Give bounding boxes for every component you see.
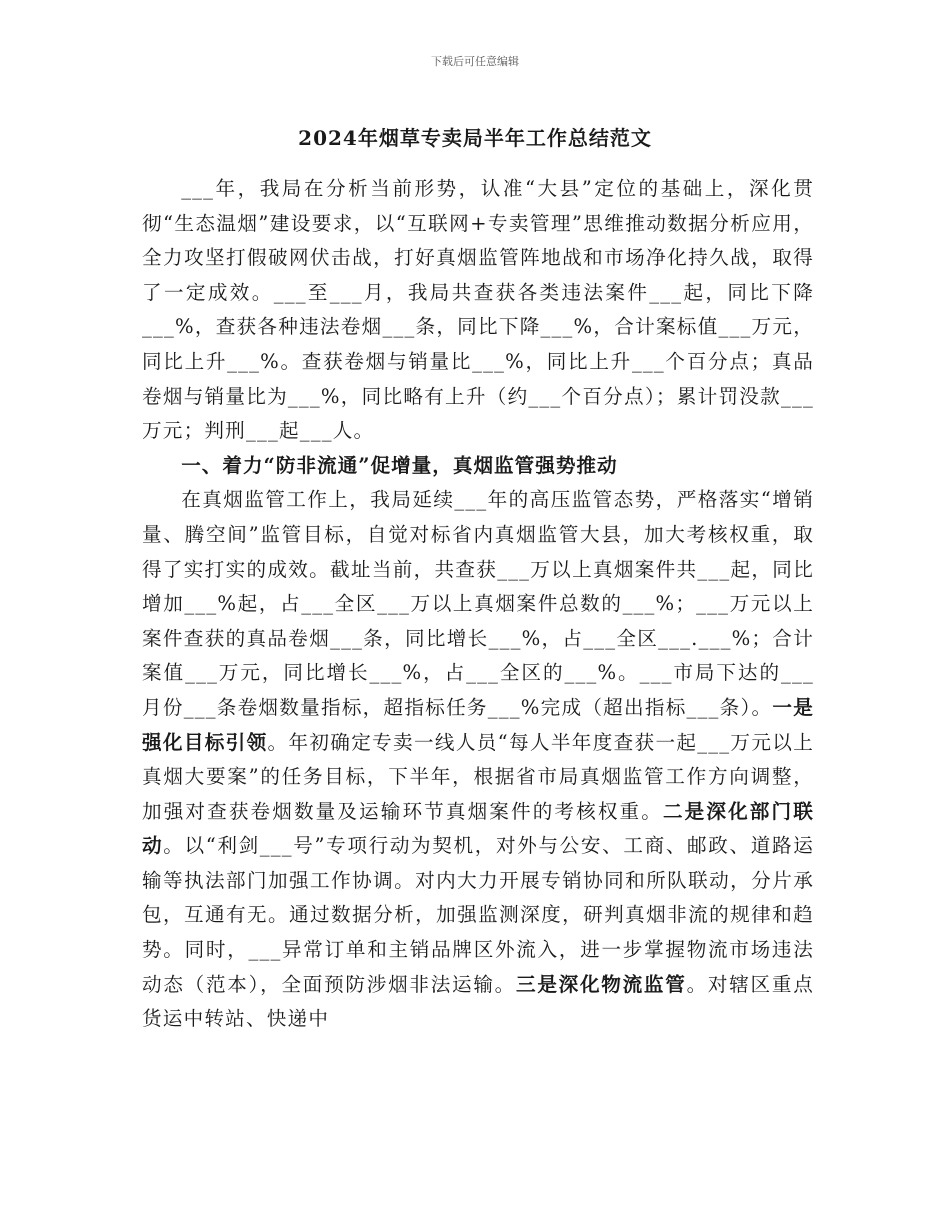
point-3-label: 三是深化物流监管	[516, 972, 687, 996]
point-3-text: 。对辖区重点货运中转站、快递中	[142, 972, 814, 1031]
point-1-label: 一是强化目标引领	[142, 695, 814, 754]
section-1-text: 在真烟监管工作上，我局延续___年的高压监管态势，严格落实“增销量、腾空间”监管目标，自觉对标省内真烟监管大县，加大考核权重，取得了实打实的成效。截址当前，共查获___万以上真烟案件共___起，同比增加___%起，占___全区___万以上真烟案件总数的___%；___万元以上案件查获的真品卷烟___条，同比增长___%，占___全区___.___%；合计案值___万元，同比增长___%，占___全区的___%。___市局下达的___月份___条卷烟数量指标，超指标任务___%完成（超出指标___条）。	[142, 488, 814, 719]
intro-paragraph: ___年，我局在分析当前形势，认准“大县”定位的基础上，深化贯彻“生态温烟”建设要求，以“互联网+专卖管理”思维推动数据分析应用，全力攻坚打假破网伏击战，打好真烟监管阵地战和市场净化持久战，取得了一定成效。___至___月，我局共查获各类违法案件___起，同比下降___%，查获各种违法卷烟___条，同比下降___%，合计案标值___万元，同比上升___%。查获卷烟与销量比___%，同比上升___个百分点；真品卷烟与销量比为___%，同比略有上升（约___个百分点）；累计罚没款___万元；判刑___起___人。	[142, 177, 814, 443]
section-heading-1: 一、着力“防非流通”促增量，真烟监管强势推动	[181, 453, 618, 477]
point-2-label: 二是深化部门联动	[142, 799, 814, 858]
section-1-paragraph	[142, 483, 814, 1037]
point-2-text: 。以“利剑___号”专项行动为契机，对外与公安、工商、邮政、道路运输等执法部门加强工作协调。对内大力开展专销协同和所队联动，分片承包，互通有无。通过数据分析，加强监测深度，研判真烟非流的规律和趋势。同时，___异常订单和主销品牌区外流入，进一步掌握物流市场违法动态（范本），全面预防涉烟非法运输。	[142, 834, 814, 996]
page-header-note: 下载后可任意编辑	[431, 55, 519, 68]
document-body	[142, 172, 814, 1037]
document-title: 2024年烟草专卖局半年工作总结范文	[298, 126, 652, 150]
point-1-text: 。年初确定专卖一线人员“每人半年度查获一起___万元以上真烟大要案”的任务目标，下半年，根据省市局真烟监管工作方向调整，加强对查获卷烟数量及运输环节真烟案件的考核权重。	[142, 730, 814, 823]
